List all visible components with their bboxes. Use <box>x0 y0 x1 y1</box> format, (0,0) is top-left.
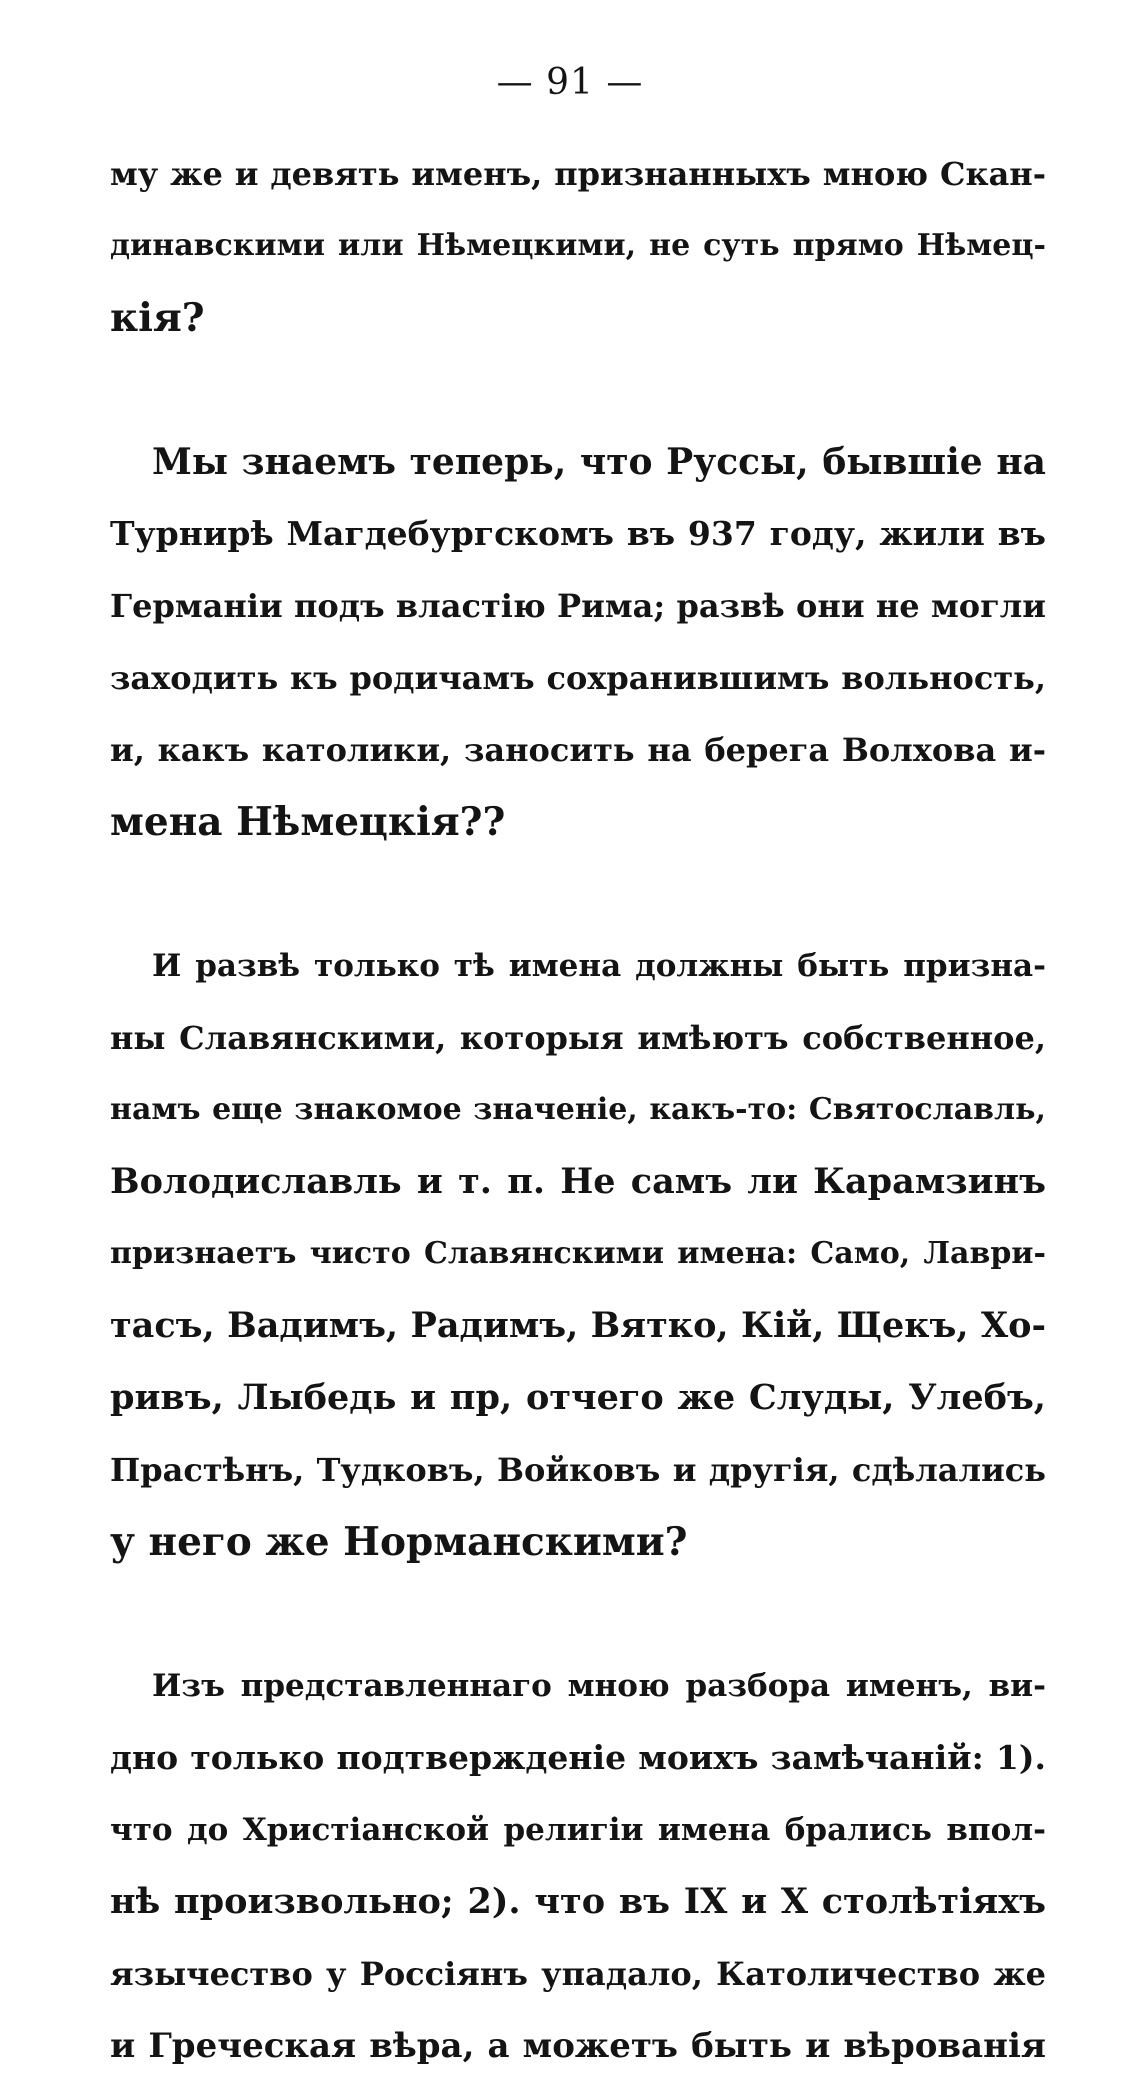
text-line: динавскими или Нѣмецкими, не суть прямо Нѣмец- <box>110 228 1046 263</box>
text-line: и Греческая вѣра, а можетъ быть и вѣрованія <box>110 2026 1046 2066</box>
text-line: кія? <box>110 295 205 341</box>
paragraph-3 <box>110 930 1046 1578</box>
text-line: у него же Норманскими? <box>110 1519 688 1565</box>
text-line: Мы знаемъ теперь, что Руссы, бывшіе на <box>152 441 1046 483</box>
text-line: дно только подтвержденіе моихъ замѣчаній: 1). <box>110 1738 1046 1777</box>
text-line: и, какъ католики, заносить на берега Волхова и- <box>110 731 1046 769</box>
text-line: тасъ, Вадимъ, Радимъ, Вятко, Кій, Щекъ, Хо- <box>110 1305 1046 1346</box>
text-line: Прастѣнъ, Тудковъ, Войковъ и другія, сдѣлались <box>110 1451 1046 1489</box>
text-line: Германіи подъ властію Рима; развѣ они не могли <box>110 587 1046 625</box>
text-line: намъ еще знакомое значеніе, какъ-то: Святославль, <box>110 1092 1046 1127</box>
text-line: нѣ произвольно; 2). что въ IX и X столѣтіяхъ <box>110 1881 1046 1922</box>
text-line: язычество у Россіянъ упадало, Католичество же <box>110 1955 1046 1993</box>
text-line: что до Христіанской религіи имена брались впол- <box>110 1812 1046 1848</box>
paragraph-1 <box>110 138 1046 354</box>
body-text <box>110 138 1046 2082</box>
page-number: — 91 — <box>496 62 644 103</box>
text-line: Володиславль и т. п. Не самъ ли Карамзинъ <box>110 1161 1046 1202</box>
text-line: ны Славянскими, которыя имѣютъ собственное, <box>110 1019 1046 1057</box>
paragraph-4 <box>110 1650 1046 2082</box>
paragraph-2 <box>110 426 1046 858</box>
text-line: И развѣ только тѣ имена должны быть призна- <box>152 948 1046 984</box>
text-line: му же и девять именъ, признанныхъ мною Скан- <box>110 155 1046 193</box>
text-line: мена Нѣмецкія?? <box>110 799 506 845</box>
text-line: Изъ представленнаго мною разбора именъ, ви- <box>152 1668 1046 1704</box>
text-line: заходить къ родичамъ сохранившимъ вольность, <box>110 659 1046 697</box>
text-line: ривъ, Лыбедь и пр, отчего же Слуды, Улебъ, <box>110 1377 1046 1418</box>
text-line: Турнирѣ Магдебургскомъ въ 937 году, жили въ <box>110 514 1046 553</box>
text-line: признаетъ чисто Славянскими имена: Само, Лаври- <box>110 1236 1046 1271</box>
